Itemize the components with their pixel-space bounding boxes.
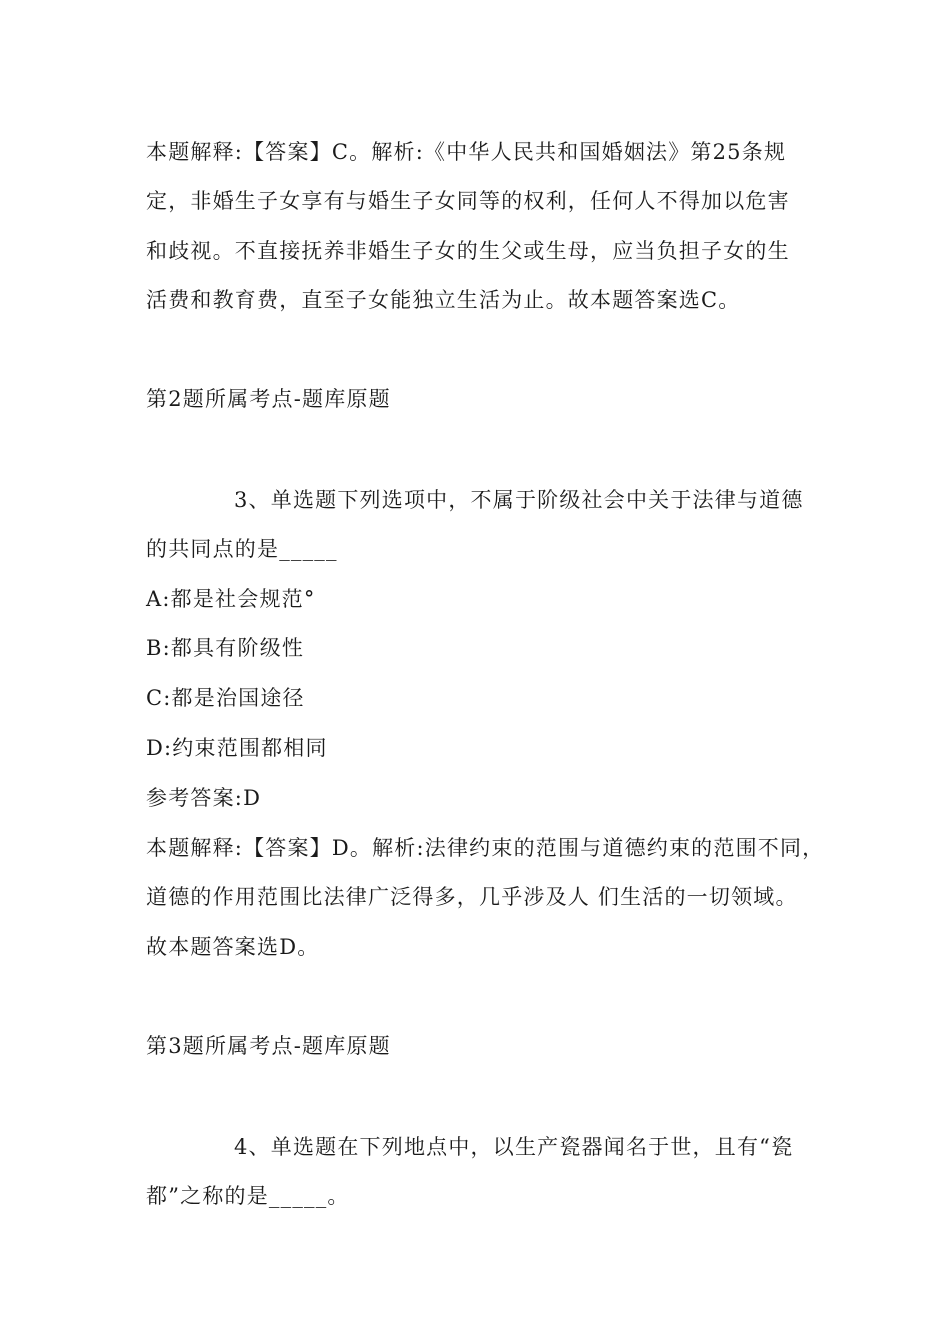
q4-question-line-1: 4、单选题在下列地点中，以生产瓷器闻名于世，且有“瓷 [234,1135,794,1159]
q4-question-line-2: 都”之称的是_____。 [146,1184,350,1208]
q3-option-c: C:都是治国途径 [146,686,305,710]
q3-topic: 第3题所属考点-题库原题 [146,1034,391,1058]
q2-explanation-line-3: 和歧视。不直接抚养非婚生子女的生父或生母，应当负担子女的生 [146,239,790,263]
q3-answer: 参考答案:D [146,786,262,810]
q2-explanation-line-4: 活费和教育费，直至子女能独立生活为止。故本题答案选C。 [146,288,741,312]
q3-option-a: A:都是社会规范° [146,587,316,611]
q3-explanation-line-1: 本题解释:【答案】D。解析:法律约束的范围与道德约束的范围不同， [146,836,825,860]
q2-explanation-line-1: 本题解释:【答案】C。解析:《中华人民共和国婚姻法》第25条规 [146,140,787,164]
q3-explanation-line-2: 道德的作用范围比法律广泛得多，几乎涉及人 们生活的一切领域。 [146,885,798,909]
q2-topic: 第2题所属考点-题库原题 [146,387,391,411]
q3-option-b: B:都具有阶级性 [146,636,305,660]
q3-question-line-2: 的共同点的是_____ [146,537,338,561]
q3-option-d: D:约束范围都相同 [146,736,328,760]
q3-explanation-line-3: 故本题答案选D。 [146,935,320,959]
q3-question-line-1: 3、单选题下列选项中，不属于阶级社会中关于法律与道德 [234,488,804,512]
q2-explanation-line-2: 定，非婚生子女享有与婚生子女同等的权利，任何人不得加以危害 [146,189,790,213]
